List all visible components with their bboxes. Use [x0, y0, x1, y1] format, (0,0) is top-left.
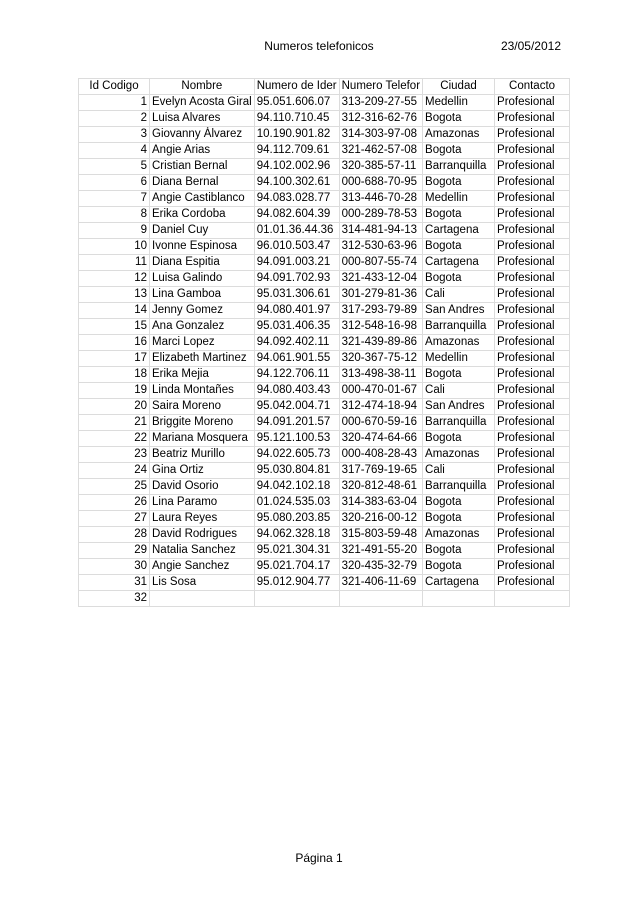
cell-id-number: 94.122.706.11 [254, 367, 339, 383]
cell-id-number: 95.021.304.31 [254, 543, 339, 559]
cell-contact [495, 591, 570, 607]
table-row [79, 255, 570, 271]
cell-name: Erika Mejia [150, 367, 255, 383]
cell-contact: Profesional [495, 351, 570, 367]
table-row [79, 223, 570, 239]
cell-contact: Profesional [495, 431, 570, 447]
table-row [79, 367, 570, 383]
cell-name: David Rodrigues [150, 527, 255, 543]
cell-name: Angie Castiblanco [150, 191, 255, 207]
cell-id: 8 [79, 207, 150, 223]
cell-id: 2 [79, 111, 150, 127]
cell-id: 6 [79, 175, 150, 191]
cell-id-number: 94.062.328.18 [254, 527, 339, 543]
cell-id: 18 [79, 367, 150, 383]
cell-phone: 000-289-78-53 [339, 207, 422, 223]
cell-phone: 000-688-70-95 [339, 175, 422, 191]
cell-city [423, 591, 495, 607]
table-row [79, 111, 570, 127]
cell-id-number: 94.091.003.21 [254, 255, 339, 271]
cell-name: Luisa Alvares [150, 111, 255, 127]
cell-name: Natalia Sanchez [150, 543, 255, 559]
cell-name: Evelyn Acosta Giral [150, 95, 255, 111]
table-row [79, 431, 570, 447]
cell-contact: Profesional [495, 319, 570, 335]
cell-city: Bogota [423, 175, 495, 191]
column-header-id-number: Numero de Ider [254, 79, 339, 95]
cell-id: 11 [79, 255, 150, 271]
cell-name: Diana Espitia [150, 255, 255, 271]
cell-phone: 317-293-79-89 [339, 303, 422, 319]
cell-name: Ivonne Espinosa [150, 239, 255, 255]
cell-id-number: 94.092.402.11 [254, 335, 339, 351]
cell-id-number: 94.042.102.18 [254, 479, 339, 495]
cell-name: Laura Reyes [150, 511, 255, 527]
cell-id-number: 94.112.709.61 [254, 143, 339, 159]
cell-id-number [254, 591, 339, 607]
cell-id-number: 95.030.804.81 [254, 463, 339, 479]
cell-phone: 312-316-62-76 [339, 111, 422, 127]
cell-name: Lina Paramo [150, 495, 255, 511]
cell-name: Erika Cordoba [150, 207, 255, 223]
cell-city: Bogota [423, 111, 495, 127]
cell-contact: Profesional [495, 255, 570, 271]
page-title: Numeros telefonicos [264, 39, 374, 53]
cell-city: Bogota [423, 559, 495, 575]
cell-id: 15 [79, 319, 150, 335]
table-row [79, 287, 570, 303]
cell-id: 5 [79, 159, 150, 175]
table-row [79, 559, 570, 575]
cell-phone: 320-385-57-11 [339, 159, 422, 175]
cell-name: Lis Sosa [150, 575, 255, 591]
cell-city: Bogota [423, 143, 495, 159]
cell-city: Bogota [423, 543, 495, 559]
column-header-id: Id Codigo [79, 79, 150, 95]
column-header-name: Nombre [150, 79, 255, 95]
cell-phone: 320-435-32-79 [339, 559, 422, 575]
cell-phone: 320-812-48-61 [339, 479, 422, 495]
table-row [79, 399, 570, 415]
cell-id: 30 [79, 559, 150, 575]
cell-contact: Profesional [495, 399, 570, 415]
cell-contact: Profesional [495, 207, 570, 223]
cell-name: Linda Montañes [150, 383, 255, 399]
table-row [79, 511, 570, 527]
cell-contact: Profesional [495, 543, 570, 559]
cell-phone: 000-408-28-43 [339, 447, 422, 463]
column-header-phone: Numero Telefor [339, 79, 422, 95]
cell-phone: 000-807-55-74 [339, 255, 422, 271]
cell-phone: 317-769-19-65 [339, 463, 422, 479]
cell-city: Cartagena [423, 223, 495, 239]
cell-contact: Profesional [495, 447, 570, 463]
cell-id-number: 94.100.302.61 [254, 175, 339, 191]
table-row [79, 543, 570, 559]
column-header-contact: Contacto [495, 79, 570, 95]
cell-contact: Profesional [495, 111, 570, 127]
cell-name: Beatriz Murillo [150, 447, 255, 463]
cell-id: 10 [79, 239, 150, 255]
cell-phone: 321-491-55-20 [339, 543, 422, 559]
cell-name: Gina Ortiz [150, 463, 255, 479]
cell-phone: 312-548-16-98 [339, 319, 422, 335]
cell-city: Bogota [423, 239, 495, 255]
cell-phone: 000-470-01-67 [339, 383, 422, 399]
cell-id-number: 01.01.36.44.36 [254, 223, 339, 239]
table-row [79, 319, 570, 335]
table-row [79, 191, 570, 207]
cell-contact: Profesional [495, 479, 570, 495]
cell-contact: Profesional [495, 559, 570, 575]
cell-id-number: 94.022.605.73 [254, 447, 339, 463]
cell-phone: 314-383-63-04 [339, 495, 422, 511]
cell-phone: 315-803-59-48 [339, 527, 422, 543]
cell-id-number: 94.080.401.97 [254, 303, 339, 319]
table-row [79, 415, 570, 431]
cell-id-number: 94.102.002.96 [254, 159, 339, 175]
cell-contact: Profesional [495, 287, 570, 303]
cell-phone: 320-216-00-12 [339, 511, 422, 527]
table-row [79, 591, 570, 607]
cell-city: Cartagena [423, 255, 495, 271]
cell-name: Giovanny Álvarez [150, 127, 255, 143]
cell-contact: Profesional [495, 527, 570, 543]
cell-contact: Profesional [495, 159, 570, 175]
cell-city: Amazonas [423, 527, 495, 543]
cell-id-number: 94.061.901.55 [254, 351, 339, 367]
table-row [79, 575, 570, 591]
cell-name: Diana Bernal [150, 175, 255, 191]
cell-name: Luisa Galindo [150, 271, 255, 287]
cell-phone: 320-474-64-66 [339, 431, 422, 447]
cell-id: 13 [79, 287, 150, 303]
cell-city: Barranquilla [423, 415, 495, 431]
cell-phone: 320-367-75-12 [339, 351, 422, 367]
cell-city: Bogota [423, 207, 495, 223]
cell-id-number: 94.082.604.39 [254, 207, 339, 223]
cell-id: 25 [79, 479, 150, 495]
cell-phone: 321-433-12-04 [339, 271, 422, 287]
cell-city: Cali [423, 383, 495, 399]
cell-contact: Profesional [495, 303, 570, 319]
cell-contact: Profesional [495, 383, 570, 399]
cell-city: Bogota [423, 367, 495, 383]
cell-id: 1 [79, 95, 150, 111]
cell-city: Medellin [423, 191, 495, 207]
cell-city: Cartagena [423, 575, 495, 591]
cell-contact: Profesional [495, 575, 570, 591]
cell-id: 28 [79, 527, 150, 543]
cell-contact: Profesional [495, 335, 570, 351]
cell-phone: 312-474-18-94 [339, 399, 422, 415]
cell-id-number: 94.091.702.93 [254, 271, 339, 287]
phone-directory-table [78, 78, 570, 607]
table-row [79, 127, 570, 143]
table-row [79, 335, 570, 351]
cell-name [150, 591, 255, 607]
table-row [79, 143, 570, 159]
cell-phone: 313-209-27-55 [339, 95, 422, 111]
table-row [79, 207, 570, 223]
cell-id-number: 95.080.203.85 [254, 511, 339, 527]
cell-id: 17 [79, 351, 150, 367]
cell-id: 9 [79, 223, 150, 239]
cell-contact: Profesional [495, 367, 570, 383]
cell-id-number: 96.010.503.47 [254, 239, 339, 255]
cell-city: Amazonas [423, 127, 495, 143]
cell-city: Medellin [423, 95, 495, 111]
cell-name: Elizabeth Martinez [150, 351, 255, 367]
cell-phone: 321-406-11-69 [339, 575, 422, 591]
cell-phone: 321-462-57-08 [339, 143, 422, 159]
cell-city: Bogota [423, 271, 495, 287]
cell-id: 24 [79, 463, 150, 479]
cell-contact: Profesional [495, 143, 570, 159]
table-row [79, 479, 570, 495]
cell-id-number: 94.080.403.43 [254, 383, 339, 399]
cell-name: Jenny Gomez [150, 303, 255, 319]
cell-id: 31 [79, 575, 150, 591]
cell-name: Angie Sanchez [150, 559, 255, 575]
cell-city: San Andres [423, 303, 495, 319]
cell-id: 20 [79, 399, 150, 415]
cell-phone: 313-446-70-28 [339, 191, 422, 207]
cell-contact: Profesional [495, 495, 570, 511]
cell-name: David Osorio [150, 479, 255, 495]
cell-contact: Profesional [495, 95, 570, 111]
cell-city: Amazonas [423, 335, 495, 351]
table-row [79, 527, 570, 543]
cell-id-number: 94.091.201.57 [254, 415, 339, 431]
cell-id-number: 10.190.901.82 [254, 127, 339, 143]
cell-id-number: 95.031.306.61 [254, 287, 339, 303]
cell-city: Bogota [423, 511, 495, 527]
cell-name: Saira Moreno [150, 399, 255, 415]
cell-id-number: 95.021.704.17 [254, 559, 339, 575]
cell-city: Amazonas [423, 447, 495, 463]
cell-city: Barranquilla [423, 159, 495, 175]
cell-id-number: 01.024.535.03 [254, 495, 339, 511]
cell-name: Daniel Cuy [150, 223, 255, 239]
cell-contact: Profesional [495, 415, 570, 431]
cell-phone: 301-279-81-36 [339, 287, 422, 303]
cell-phone: 314-481-94-13 [339, 223, 422, 239]
cell-id: 16 [79, 335, 150, 351]
cell-contact: Profesional [495, 223, 570, 239]
column-header-city: Ciudad [423, 79, 495, 95]
cell-phone: 314-303-97-08 [339, 127, 422, 143]
table-row [79, 175, 570, 191]
cell-id: 27 [79, 511, 150, 527]
cell-name: Briggite Moreno [150, 415, 255, 431]
header-date: 23/05/2012 [500, 39, 561, 53]
table-row [79, 159, 570, 175]
cell-id-number: 95.042.004.71 [254, 399, 339, 415]
cell-id: 29 [79, 543, 150, 559]
cell-id: 21 [79, 415, 150, 431]
table-row [79, 351, 570, 367]
table-row [79, 271, 570, 287]
page-number: Página 1 [295, 851, 343, 865]
cell-phone: 313-498-38-11 [339, 367, 422, 383]
cell-contact: Profesional [495, 511, 570, 527]
table-row [79, 383, 570, 399]
cell-id: 19 [79, 383, 150, 399]
cell-id: 3 [79, 127, 150, 143]
cell-city: Cali [423, 463, 495, 479]
cell-id-number: 94.083.028.77 [254, 191, 339, 207]
cell-city: San Andres [423, 399, 495, 415]
cell-contact: Profesional [495, 175, 570, 191]
table-body [79, 95, 570, 607]
cell-name: Mariana Mosquera [150, 431, 255, 447]
cell-contact: Profesional [495, 463, 570, 479]
cell-name: Angie Arias [150, 143, 255, 159]
cell-id: 22 [79, 431, 150, 447]
header-row [79, 79, 570, 95]
cell-contact: Profesional [495, 239, 570, 255]
cell-city: Bogota [423, 495, 495, 511]
cell-id-number: 94.110.710.45 [254, 111, 339, 127]
cell-id-number: 95.121.100.53 [254, 431, 339, 447]
cell-name: Marci Lopez [150, 335, 255, 351]
cell-id-number: 95.012.904.77 [254, 575, 339, 591]
cell-id: 12 [79, 271, 150, 287]
cell-contact: Profesional [495, 191, 570, 207]
cell-city: Bogota [423, 431, 495, 447]
table-row [79, 239, 570, 255]
cell-id: 4 [79, 143, 150, 159]
cell-city: Medellin [423, 351, 495, 367]
cell-id-number: 95.031.406.35 [254, 319, 339, 335]
cell-id-number: 95.051.606.07 [254, 95, 339, 111]
cell-phone [339, 591, 422, 607]
cell-city: Barranquilla [423, 319, 495, 335]
cell-phone: 321-439-89-86 [339, 335, 422, 351]
table-row [79, 463, 570, 479]
table-row [79, 495, 570, 511]
cell-phone: 000-670-59-16 [339, 415, 422, 431]
table-row [79, 447, 570, 463]
cell-name: Cristian Bernal [150, 159, 255, 175]
cell-id: 14 [79, 303, 150, 319]
cell-name: Ana Gonzalez [150, 319, 255, 335]
cell-contact: Profesional [495, 271, 570, 287]
cell-id: 26 [79, 495, 150, 511]
cell-city: Cali [423, 287, 495, 303]
cell-city: Barranquilla [423, 479, 495, 495]
cell-phone: 312-530-63-96 [339, 239, 422, 255]
table-row [79, 95, 570, 111]
cell-id: 32 [79, 591, 150, 607]
cell-name: Lina Gamboa [150, 287, 255, 303]
cell-id: 23 [79, 447, 150, 463]
cell-id: 7 [79, 191, 150, 207]
cell-contact: Profesional [495, 127, 570, 143]
table-row [79, 303, 570, 319]
